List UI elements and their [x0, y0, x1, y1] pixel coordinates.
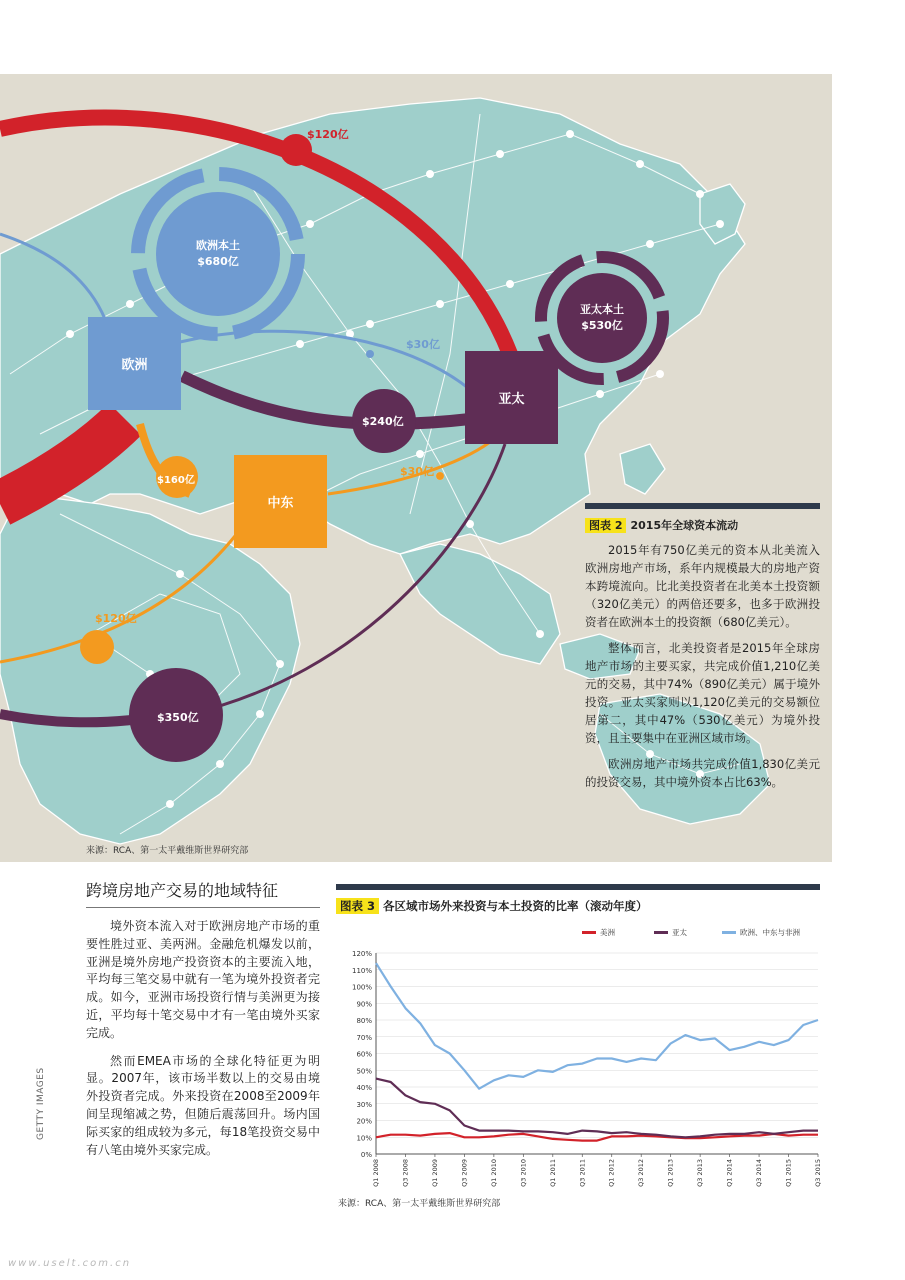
legend-label: 欧洲、中东与非洲 — [740, 928, 800, 937]
apac-domestic-label — [560, 290, 644, 346]
x-tick-label: Q3 2012 — [637, 1159, 646, 1187]
chart-legend — [582, 927, 800, 937]
apac-domestic-value: $530亿 — [581, 319, 623, 332]
chart-y-axis — [352, 950, 376, 1159]
y-tick-label: 50% — [356, 1067, 372, 1076]
figure2-paragraph: 2015年有750亿美元的资本从北美流入欧洲房地产市场，系年内规模最大的房地产资本跨境流向。比北美投资者在北美本土投资额（320亿美元）的两倍还要多，也多于欧洲投资者在欧洲本土的投资额（680亿美元）。 — [585, 543, 820, 629]
x-tick-label: Q1 2014 — [725, 1159, 734, 1187]
flow-marker-eu-apac — [366, 350, 374, 358]
x-tick-label: Q1 2008 — [372, 1159, 380, 1187]
y-tick-label: 110% — [351, 966, 372, 975]
flow-label-na-apac: $120亿 — [307, 128, 349, 141]
land-asia-south — [400, 544, 560, 664]
y-tick-label: 80% — [356, 1017, 372, 1025]
article-paragraph: 然而EMEA市场的全球化特征更为明显。2007年，该市场半数以上的交易由境外投资者完成。外来投资在2008至2009年间呈现缩减之势，但随后震荡回升。场内国际买家的组成较为多元，每18笔投资交易中有八笔由境外买家完成。 — [86, 1053, 320, 1157]
y-tick-label: 60% — [356, 1050, 372, 1059]
figure3-line-chart — [336, 925, 820, 1193]
y-tick-label: 30% — [356, 1100, 372, 1109]
legend-swatch — [654, 931, 668, 934]
photo-credit: GETTY IMAGES — [36, 1067, 46, 1140]
flow-label-mideast-eu: $160亿 — [157, 475, 195, 486]
flow-label-mideast-na: $120亿 — [95, 612, 137, 625]
europe-domestic-value: $680亿 — [197, 255, 239, 268]
series-line — [376, 1079, 818, 1138]
flow-label-apac-na: $350亿 — [157, 711, 199, 724]
flow-marker-mideast-apac — [436, 472, 444, 480]
y-tick-label: 100% — [351, 983, 372, 992]
chart-x-axis — [372, 1154, 822, 1187]
figure3-title-text: 各区域市场外来投资与本土投资的比率（滚动年度） — [383, 899, 648, 913]
region-label-europe: 欧洲 — [121, 358, 148, 373]
x-tick-label: Q3 2010 — [519, 1159, 528, 1187]
article-section — [86, 878, 320, 1159]
y-tick-label: 90% — [356, 1000, 372, 1009]
flow-label-mideast-apac: $30亿 — [400, 465, 434, 478]
figure2-panel — [585, 503, 820, 791]
y-tick-label: 40% — [356, 1084, 372, 1092]
figure3-tag: 图表 3 — [336, 898, 379, 914]
figure3-header — [336, 884, 820, 914]
figure3-title — [336, 898, 820, 914]
figure3-title-bar — [336, 884, 820, 890]
map-source: 来源：RCA、第一太平戴维斯世界研究部 — [86, 846, 249, 856]
apac-domestic-title: 亚太本土 — [580, 302, 624, 316]
x-tick-label: Q3 2015 — [814, 1159, 822, 1187]
article-paragraph: 境外资本流入对于欧洲房地产市场的重要性胜过亚、美两洲。金融危机爆发以前，亚洲是境外房地产投资资本的主要流入地，平均每三笔交易中就有一笔为境外投资者完成。如今，亚洲市场投资行情与美洲更为接近，平均每十笔交易中才有一笔由境外买家完成。 — [86, 919, 320, 1040]
figure2-paragraph: 欧洲房地产市场共完成价值1,830亿美元的投资交易，其中境外资本占比63%。 — [585, 757, 820, 789]
flow-label-eu-apac: $30亿 — [406, 338, 440, 351]
x-tick-label: Q3 2013 — [696, 1159, 705, 1187]
x-tick-label: Q1 2009 — [430, 1159, 439, 1187]
x-tick-label: Q1 2012 — [607, 1159, 616, 1187]
figure2-title-text: 2015年全球资本流动 — [630, 519, 739, 532]
x-tick-label: Q1 2010 — [489, 1159, 498, 1187]
region-label-mideast: 中东 — [267, 496, 294, 511]
y-tick-label: 10% — [356, 1134, 372, 1143]
chart-source: 来源：RCA、第一太平戴维斯世界研究部 — [338, 1199, 501, 1209]
y-tick-label: 20% — [356, 1117, 372, 1126]
x-tick-label: Q1 2013 — [666, 1159, 675, 1187]
y-tick-label: 120% — [351, 950, 372, 958]
y-tick-label: 0% — [360, 1151, 372, 1159]
x-tick-label: Q1 2011 — [548, 1159, 557, 1187]
land-islands — [620, 444, 665, 494]
chart-series — [376, 963, 818, 1141]
flow-label-apac-eu: $240亿 — [362, 415, 404, 428]
x-tick-label: Q3 2011 — [578, 1159, 587, 1187]
legend-swatch — [582, 931, 596, 934]
figure2-tag: 图表 2 — [585, 518, 626, 533]
x-tick-label: Q3 2008 — [401, 1159, 410, 1187]
article-heading: 跨境房地产交易的地域特征 — [86, 878, 320, 908]
x-tick-label: Q3 2014 — [755, 1159, 764, 1187]
region-box-apac — [465, 351, 558, 444]
europe-domestic-label — [168, 220, 268, 288]
legend-label: 亚太 — [672, 928, 687, 937]
series-line — [376, 963, 818, 1089]
flow-marker-mideast-na — [80, 630, 114, 664]
y-tick-label: 70% — [356, 1033, 372, 1042]
region-box-europe — [88, 317, 181, 410]
figure2-title-bar — [585, 503, 820, 509]
figure2-title — [585, 517, 820, 533]
region-box-mideast — [234, 455, 327, 548]
legend-swatch — [722, 931, 736, 934]
figure2-paragraph: 整体而言，北美投资者是2015年全球房地产市场的主要买家，共完成价值1,210亿美元的交易，其中74%（890亿美元）属于境外投资。亚太买家则以1,120亿美元的交易额位居第二，其中47%（530亿美元）为境外投资，且主要集中在亚洲区域市场。 — [585, 641, 820, 745]
x-tick-label: Q1 2015 — [784, 1159, 793, 1187]
region-label-apac: 亚太 — [498, 392, 525, 407]
series-line — [376, 1133, 818, 1141]
europe-domestic-title: 欧洲本土 — [196, 238, 240, 252]
legend-label: 美洲 — [600, 928, 615, 937]
watermark: www.uselt.com.cn — [8, 1258, 132, 1269]
x-tick-label: Q3 2009 — [460, 1159, 469, 1187]
chart-grid — [376, 953, 818, 1154]
